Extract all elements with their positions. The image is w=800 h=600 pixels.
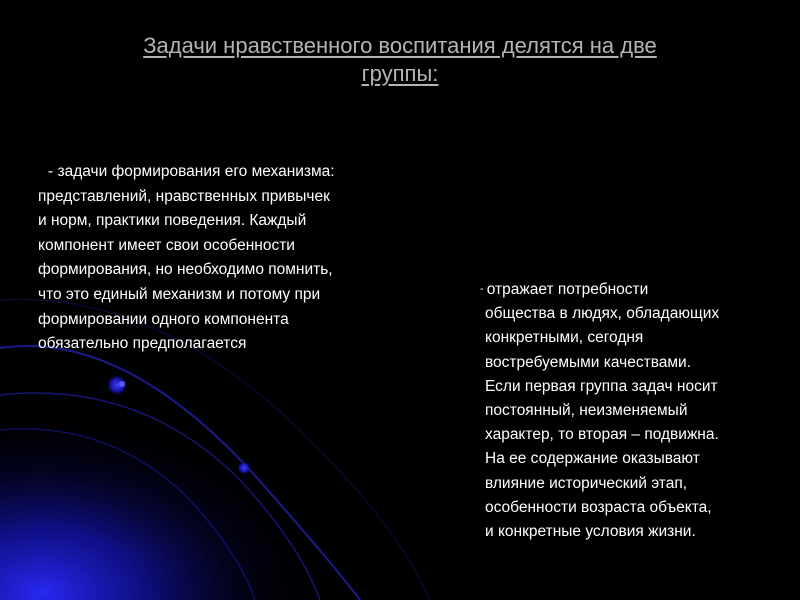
right-line: постоянный, неизменяемый [485,402,688,420]
left-line: обязательно предполагается [38,335,247,353]
right-line: востребуемыми качествами. [485,353,691,371]
right-line: На ее содержание оказывают [485,450,700,468]
slide-title [50,32,750,88]
right-line: общества в людях, обладающих [485,305,720,323]
glow-dot-2 [237,461,251,475]
right-line: особенности возраста объекта, [485,498,712,516]
left-line: компонент имеет свои особенности [38,236,295,254]
title-line-1: Задачи нравственного воспитания делятся на две [143,33,657,58]
right-line: и конкретные условия жизни. [485,523,696,541]
right-line [480,277,795,302]
right-line: Если первая группа задач носит [485,377,718,395]
glow-dot-3 [119,381,125,387]
right-text-block [480,277,795,544]
left-line: формировании одного компонента [38,310,289,328]
right-line: характер, то вторая – подвижна. [485,426,719,444]
right-line-text: отражает потребности [486,281,649,298]
left-line: формирования, но необходимо помнить, [38,261,333,279]
left-line: представлений, нравственных привычек [38,187,330,205]
left-text-block [38,160,438,357]
left-line: - задачи формирования его механизма: [48,163,335,180]
title-line-2: группы: [361,61,439,86]
right-bullet-dash: - [480,283,487,295]
right-line: конкретными, сегодня [485,329,644,347]
right-line: влияние исторический этап, [485,474,688,492]
left-line: что это единый механизм и потому при [38,285,321,303]
left-line: и норм, практики поведения. Каждый [38,212,307,230]
